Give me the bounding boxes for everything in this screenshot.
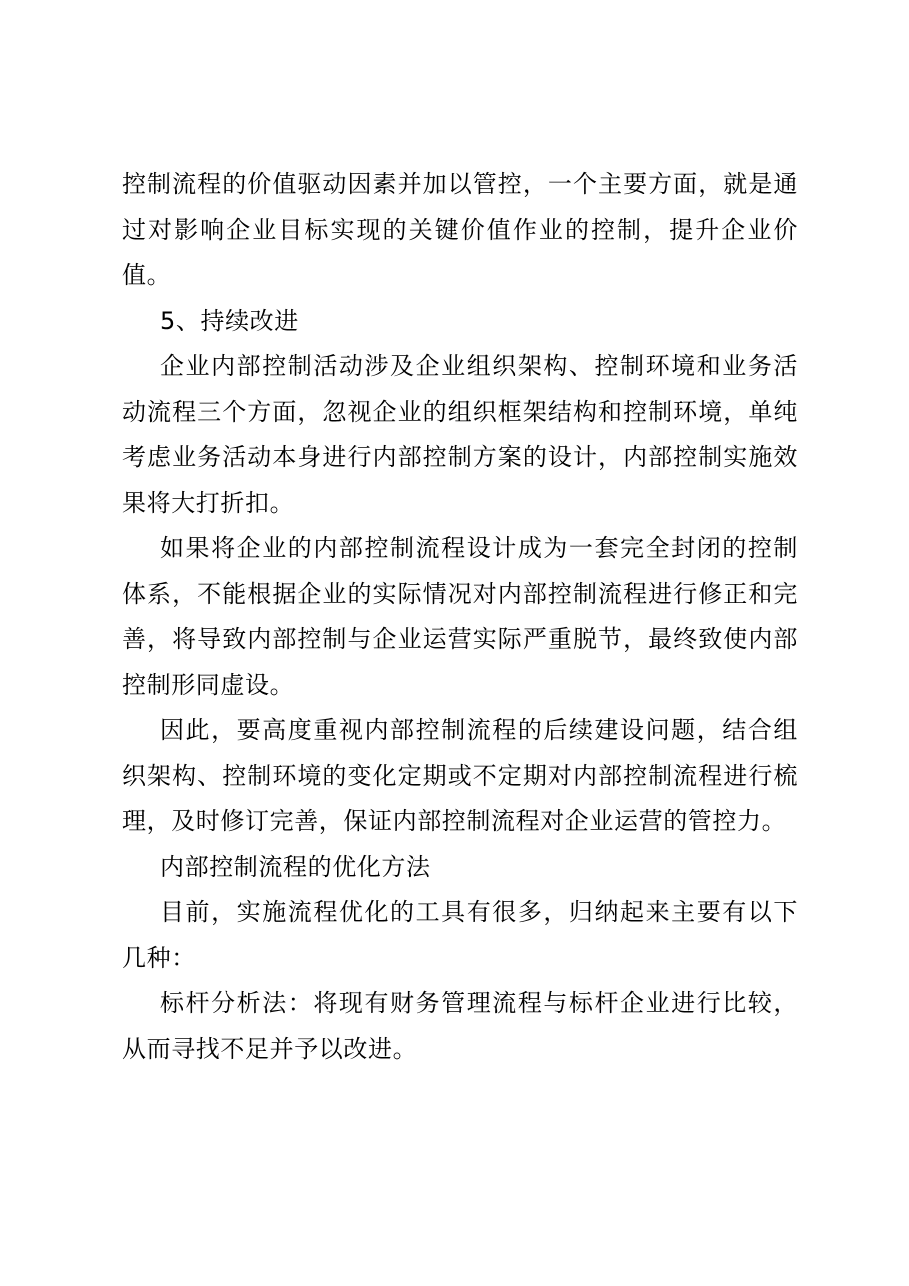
paragraph-follow-up-construction: 因此，要高度重视内部控制流程的后续建设问题，结合组织架构、控制环境的变化定期或不定期对内部控制流程进行梳理，及时修订完善，保证内部控制流程对企业运营的管控力。	[122, 716, 798, 835]
section-heading-optimization-methods: 内部控制流程的优化方法	[160, 852, 431, 881]
section-heading-continuous-improvement: 5、持续改进	[160, 306, 299, 335]
document-body	[122, 162, 798, 1072]
paragraph-value-drivers: 控制流程的价值驱动因素并加以管控，一个主要方面，就是通过对影响企业目标实现的关键价值作业的控制，提升企业价值。	[122, 170, 798, 289]
paragraph-optimization-tools: 目前，实施流程优化的工具有很多，归纳起来主要有以下几种：	[122, 898, 798, 972]
paragraph-benchmarking: 标杆分析法：将现有财务管理流程与标杆企业进行比较，从而寻找不足并予以改进。	[122, 989, 798, 1063]
paragraph-closed-system: 如果将企业的内部控制流程设计成为一套完全封闭的控制体系，不能根据企业的实际情况对内部控制流程进行修正和完善，将导致内部控制与企业运营实际严重脱节，最终致使内部控制形同虚设。	[122, 534, 798, 699]
paragraph-control-activities: 企业内部控制活动涉及企业组织架构、控制环境和业务活动流程三个方面，忽视企业的组织框架结构和控制环境，单纯考虑业务活动本身进行内部控制方案的设计，内部控制实施效果将大打折扣。	[122, 352, 798, 517]
